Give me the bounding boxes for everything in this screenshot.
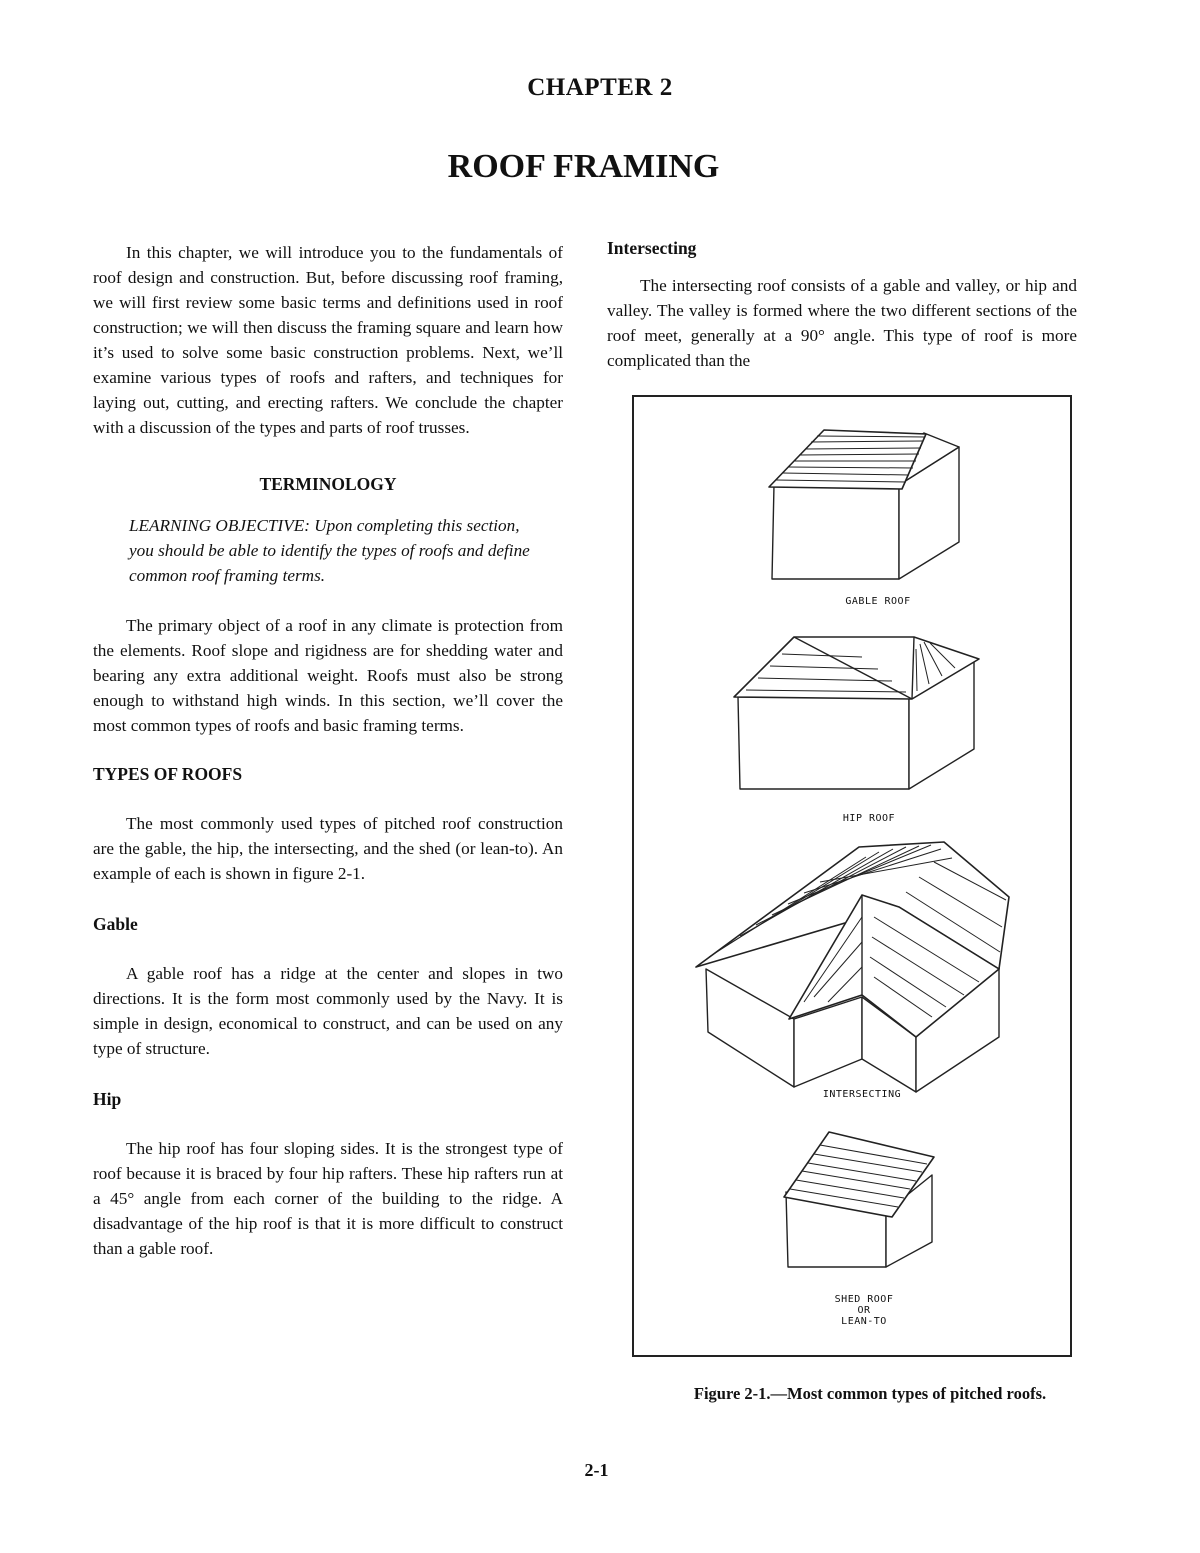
types-of-roofs-heading: TYPES OF ROOFS [93, 764, 243, 784]
right-column [607, 236, 1077, 373]
primary-object-paragraph: The primary object of a roof in any climate is protection from the elements. Roof slope and rigidness are for shedding water and bearing any extra additional weight. Roofs must also be strong enough to withstand high winds. In this section, we’ll cover the most common types of roofs and basic framing terms. [93, 616, 563, 735]
hip-roof-drawing [734, 637, 979, 789]
shed-label-line-3: LEAN-TO [841, 1316, 887, 1327]
intersecting-paragraph: The intersecting roof consists of a gable and valley, or hip and valley. The valley is formed where the two different sections of the roof meet, generally at a 90° angle. This type of roof is more complicated than the [607, 276, 1077, 370]
gable-roof-drawing [769, 430, 959, 579]
hip-heading: Hip [93, 1089, 122, 1109]
intersecting-heading: Intersecting [607, 238, 697, 258]
hip-roof-label: HIP ROOF [842, 813, 896, 824]
hip-paragraph: The hip roof has four sloping sides. It is the strongest type of roof because it is braced by four hip rafters. These hip rafters run at a 45° angle from each corner of the building to the ridge. A disadvantage of the hip roof is that it is more difficult to construct than a gable roof. [93, 1139, 563, 1258]
shed-label-line-1: SHED ROOF [834, 1294, 894, 1305]
shed-label-line-2: OR [857, 1305, 871, 1316]
intersecting-roof-drawing [696, 842, 1009, 1092]
gable-paragraph: A gable roof has a ridge at the center and slopes in two directions. It is the form most commonly used by the Navy. It is simple in design, economical to construct, and can be used on any type of structure. [93, 964, 563, 1058]
gable-roof-label: GABLE ROOF [845, 596, 911, 607]
figure-frame [632, 395, 1072, 1357]
learning-objective: LEARNING OBJECTIVE: Upon completing this section, you should be able to identify the types of roofs and define common roof framing terms. [129, 516, 530, 585]
intro-paragraph: In this chapter, we will introduce you to the fundamentals of roof design and construction. But, before discussing roof framing, we will first review some basic terms and definitions used in roof construction; we will then discuss the framing square and learn how it’s used to solve some basic construction problems. Next, we’ll examine various types of roofs and rafters, and techniques for laying out, cutting, and erecting rafters. We conclude the chapter with a discussion of the types and parts of roof trusses. [93, 243, 563, 437]
chapter-number: CHAPTER 2 [527, 74, 673, 101]
page-number: 2-1 [584, 1460, 609, 1480]
gable-heading: Gable [93, 914, 138, 934]
roof-illustrations [634, 397, 1070, 1355]
terminology-heading: TERMINOLOGY [259, 474, 397, 494]
chapter-title: ROOF FRAMING [447, 148, 720, 185]
types-paragraph: The most commonly used types of pitched roof construction are the gable, the hip, the intersecting, and the shed (or lean-to). An example of each is shown in figure 2-1. [93, 814, 563, 883]
left-column [93, 240, 563, 1261]
intersecting-roof-label: INTERSECTING [822, 1089, 902, 1100]
shed-roof-drawing [784, 1132, 934, 1267]
figure-caption: Figure 2-1.—Most common types of pitched roofs. [693, 1384, 1047, 1403]
shed-roof-label [784, 1294, 944, 1327]
